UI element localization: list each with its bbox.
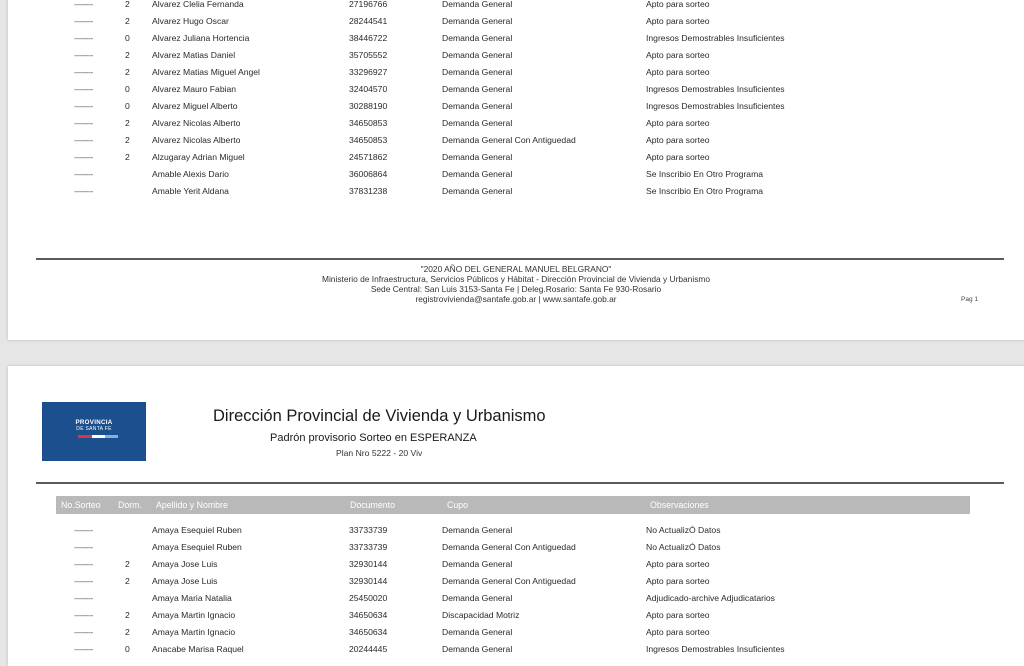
sorteo-number: -------- <box>74 33 93 43</box>
document-number: 34650853 <box>349 135 388 145</box>
footer-contact: registrovivienda@santafe.gob.ar | www.santafe.gob.ar <box>415 294 617 304</box>
observation: Apto para sorteo <box>646 67 710 77</box>
page-number: Pag 1 <box>961 296 978 303</box>
document-number: 30288190 <box>349 101 388 111</box>
dorm-count: 2 <box>125 135 130 145</box>
observation: Apto para sorteo <box>646 0 710 9</box>
observation: Apto para sorteo <box>646 610 710 620</box>
cupo: Demanda General <box>442 16 513 26</box>
header-observaciones: Observaciones <box>650 500 709 510</box>
dorm-count: 0 <box>125 33 130 43</box>
page-footer <box>8 264 1024 304</box>
observation: Adjudicado-archive Adjudicatarios <box>646 593 775 603</box>
full-name: Amaya Esequiel Ruben <box>152 525 242 535</box>
sorteo-number: -------- <box>74 525 93 535</box>
logo-text-santa-fe: DE SANTA FE <box>76 426 112 432</box>
table-row <box>8 556 1024 573</box>
observation: Apto para sorteo <box>646 16 710 26</box>
table-row <box>8 132 1024 149</box>
observation: Apto para sorteo <box>646 50 710 60</box>
observation: Se Inscribio En Otro Programa <box>646 169 764 179</box>
full-name: Alzugaray Adrian Miguel <box>152 152 245 162</box>
table-row <box>8 573 1024 590</box>
dorm-count: 2 <box>125 627 130 637</box>
observation: Ingresos Demostrables Insuficientes <box>646 644 785 654</box>
document-page-1 <box>8 0 1024 340</box>
observation: Apto para sorteo <box>646 152 710 162</box>
table-row <box>8 624 1024 641</box>
dorm-count: 2 <box>125 16 130 26</box>
dorm-count: 2 <box>125 118 130 128</box>
observation: Apto para sorteo <box>646 559 710 569</box>
observation: Apto para sorteo <box>646 135 710 145</box>
sorteo-number: -------- <box>74 627 93 637</box>
sorteo-number: -------- <box>74 118 93 128</box>
dorm-count: 2 <box>125 576 130 586</box>
cupo: Discapacidad Motriz <box>442 610 520 620</box>
sorteo-number: -------- <box>74 576 93 586</box>
sorteo-number: -------- <box>74 559 93 569</box>
table-row <box>8 590 1024 607</box>
table-row <box>8 13 1024 30</box>
full-name: Amaya Jose Luis <box>152 559 218 569</box>
full-name: Amaya Martin Ignacio <box>152 610 236 620</box>
sorteo-number: -------- <box>74 542 93 552</box>
full-name: Alvarez Hugo Oscar <box>152 16 229 26</box>
header-no-sorteo: No.Sorteo <box>61 500 101 510</box>
document-number: 35705552 <box>349 50 388 60</box>
cupo: Demanda General Con Antiguedad <box>442 576 576 586</box>
cupo: Demanda General <box>442 627 513 637</box>
cupo: Demanda General <box>442 525 513 535</box>
cupo: Demanda General <box>442 67 513 77</box>
cupo: Demanda General <box>442 559 513 569</box>
sorteo-number: -------- <box>74 84 93 94</box>
document-number: 25450020 <box>349 593 388 603</box>
observation: Ingresos Demostrables Insuficientes <box>646 33 785 43</box>
cupo: Demanda General <box>442 169 513 179</box>
table-row <box>8 607 1024 624</box>
header-dorm: Dorm. <box>118 500 142 510</box>
observation: Apto para sorteo <box>646 627 710 637</box>
sorteo-number: -------- <box>74 67 93 77</box>
cupo: Demanda General <box>442 186 513 196</box>
table-row <box>8 539 1024 556</box>
full-name: Amaya Esequiel Ruben <box>152 542 242 552</box>
full-name: Alvarez Mauro Fabian <box>152 84 237 94</box>
full-name: Alvarez Nicolas Alberto <box>152 135 241 145</box>
dorm-count: 0 <box>125 101 130 111</box>
full-name: Alvarez Nicolas Alberto <box>152 118 241 128</box>
plan-number: Plan Nro 5222 - 20 Viv <box>336 448 423 458</box>
table-row <box>8 522 1024 539</box>
cupo: Demanda General <box>442 152 513 162</box>
document-number: 33733739 <box>349 525 388 535</box>
cupo: Demanda General <box>442 593 513 603</box>
full-name: Alvarez Matias Miguel Angel <box>152 67 260 77</box>
footer-address: Sede Central: San Luis 3153-Santa Fe | Deleg.Rosario: Santa Fe 930-Rosario <box>370 284 662 294</box>
header-divider <box>36 482 1004 484</box>
dorm-count: 2 <box>125 0 130 9</box>
cupo: Demanda General Con Antiguedad <box>442 542 576 552</box>
full-name: Amaya Maria Natalia <box>152 593 232 603</box>
cupo: Demanda General <box>442 118 513 128</box>
cupo: Demanda General Con Antiguedad <box>442 135 576 145</box>
document-page-2 <box>8 366 1024 666</box>
footer-ministry: Ministerio de Infraestructura, Servicios Públicos y Hábitat - Dirección Provincial de Vivienda y Urbanismo <box>321 274 711 284</box>
province-logo <box>42 402 146 461</box>
cupo: Demanda General <box>442 0 513 9</box>
sorteo-number: -------- <box>74 169 93 179</box>
full-name: Alvarez Miguel Alberto <box>152 101 238 111</box>
dorm-count: 0 <box>125 84 130 94</box>
observation: Apto para sorteo <box>646 118 710 128</box>
header-cupo: Cupo <box>447 500 469 510</box>
full-name: Anacabe Marisa Raquel <box>152 644 244 654</box>
document-number: 38446722 <box>349 33 388 43</box>
sorteo-number: -------- <box>74 610 93 620</box>
page-title: Dirección Provincial de Vivienda y Urbanismo <box>213 407 546 425</box>
sorteo-number: -------- <box>74 50 93 60</box>
sorteo-number: -------- <box>74 135 93 145</box>
sorteo-number: -------- <box>74 152 93 162</box>
dorm-count: 0 <box>125 644 130 654</box>
table-row <box>8 64 1024 81</box>
table-row <box>8 115 1024 132</box>
document-number: 32404570 <box>349 84 388 94</box>
observation: Se Inscribio En Otro Programa <box>646 186 764 196</box>
observation: Apto para sorteo <box>646 576 710 586</box>
document-number: 32930144 <box>349 576 388 586</box>
cupo: Demanda General <box>442 50 513 60</box>
document-number: 34650853 <box>349 118 388 128</box>
footer-motto: "2020 AÑO DEL GENERAL MANUEL BELGRANO" <box>420 264 612 274</box>
observation: Ingresos Demostrables Insuficientes <box>646 84 785 94</box>
logo-text-provincia: PROVINCIA <box>75 419 113 426</box>
dorm-count: 2 <box>125 610 130 620</box>
sorteo-number: -------- <box>74 593 93 603</box>
document-number: 20244445 <box>349 644 388 654</box>
full-name: Alvarez Juliana Hortencia <box>152 33 250 43</box>
cupo: Demanda General <box>442 84 513 94</box>
table-row <box>8 98 1024 115</box>
full-name: Amaya Martin Ignacio <box>152 627 236 637</box>
table-row <box>8 47 1024 64</box>
document-number: 32930144 <box>349 559 388 569</box>
document-number: 34650634 <box>349 627 388 637</box>
footer-divider <box>36 258 1004 260</box>
full-name: Amable Yerit Aldana <box>152 186 229 196</box>
dorm-count: 2 <box>125 50 130 60</box>
document-number: 33733739 <box>349 542 388 552</box>
document-number: 33296927 <box>349 67 388 77</box>
document-number: 27196766 <box>349 0 388 9</box>
document-number: 28244541 <box>349 16 388 26</box>
table-row <box>8 166 1024 183</box>
dorm-count: 2 <box>125 152 130 162</box>
table-row <box>8 0 1024 13</box>
page-subtitle: Padrón provisorio Sorteo en ESPERANZA <box>270 432 477 444</box>
full-name: Alvarez Clelia Fernanda <box>152 0 244 9</box>
table-row <box>8 81 1024 98</box>
document-number: 36006864 <box>349 169 388 179</box>
document-number: 37831238 <box>349 186 388 196</box>
full-name: Amable Alexis Dario <box>152 169 229 179</box>
cupo: Demanda General <box>442 101 513 111</box>
header-name: Apellido y Nombre <box>156 500 228 510</box>
sorteo-number: -------- <box>74 186 93 196</box>
full-name: Alvarez Matias Daniel <box>152 50 236 60</box>
observation: Ingresos Demostrables Insuficientes <box>646 101 785 111</box>
header-documento: Documento <box>350 500 395 510</box>
table-row <box>8 183 1024 200</box>
observation: No ActualizÓ Datos <box>646 525 721 535</box>
sorteo-number: -------- <box>74 644 93 654</box>
table-row <box>8 30 1024 47</box>
table-row <box>8 641 1024 658</box>
sorteo-number: -------- <box>74 101 93 111</box>
sorteo-number: -------- <box>74 16 93 26</box>
sorteo-number: -------- <box>74 0 93 9</box>
dorm-count: 2 <box>125 67 130 77</box>
document-number: 24571862 <box>349 152 388 162</box>
dorm-count: 2 <box>125 559 130 569</box>
cupo: Demanda General <box>442 644 513 654</box>
flag-stripes-icon <box>78 435 118 438</box>
table-row <box>8 149 1024 166</box>
observation: No ActualizÓ Datos <box>646 542 721 552</box>
document-number: 34650634 <box>349 610 388 620</box>
cupo: Demanda General <box>442 33 513 43</box>
full-name: Amaya Jose Luis <box>152 576 218 586</box>
table-header <box>56 496 970 514</box>
